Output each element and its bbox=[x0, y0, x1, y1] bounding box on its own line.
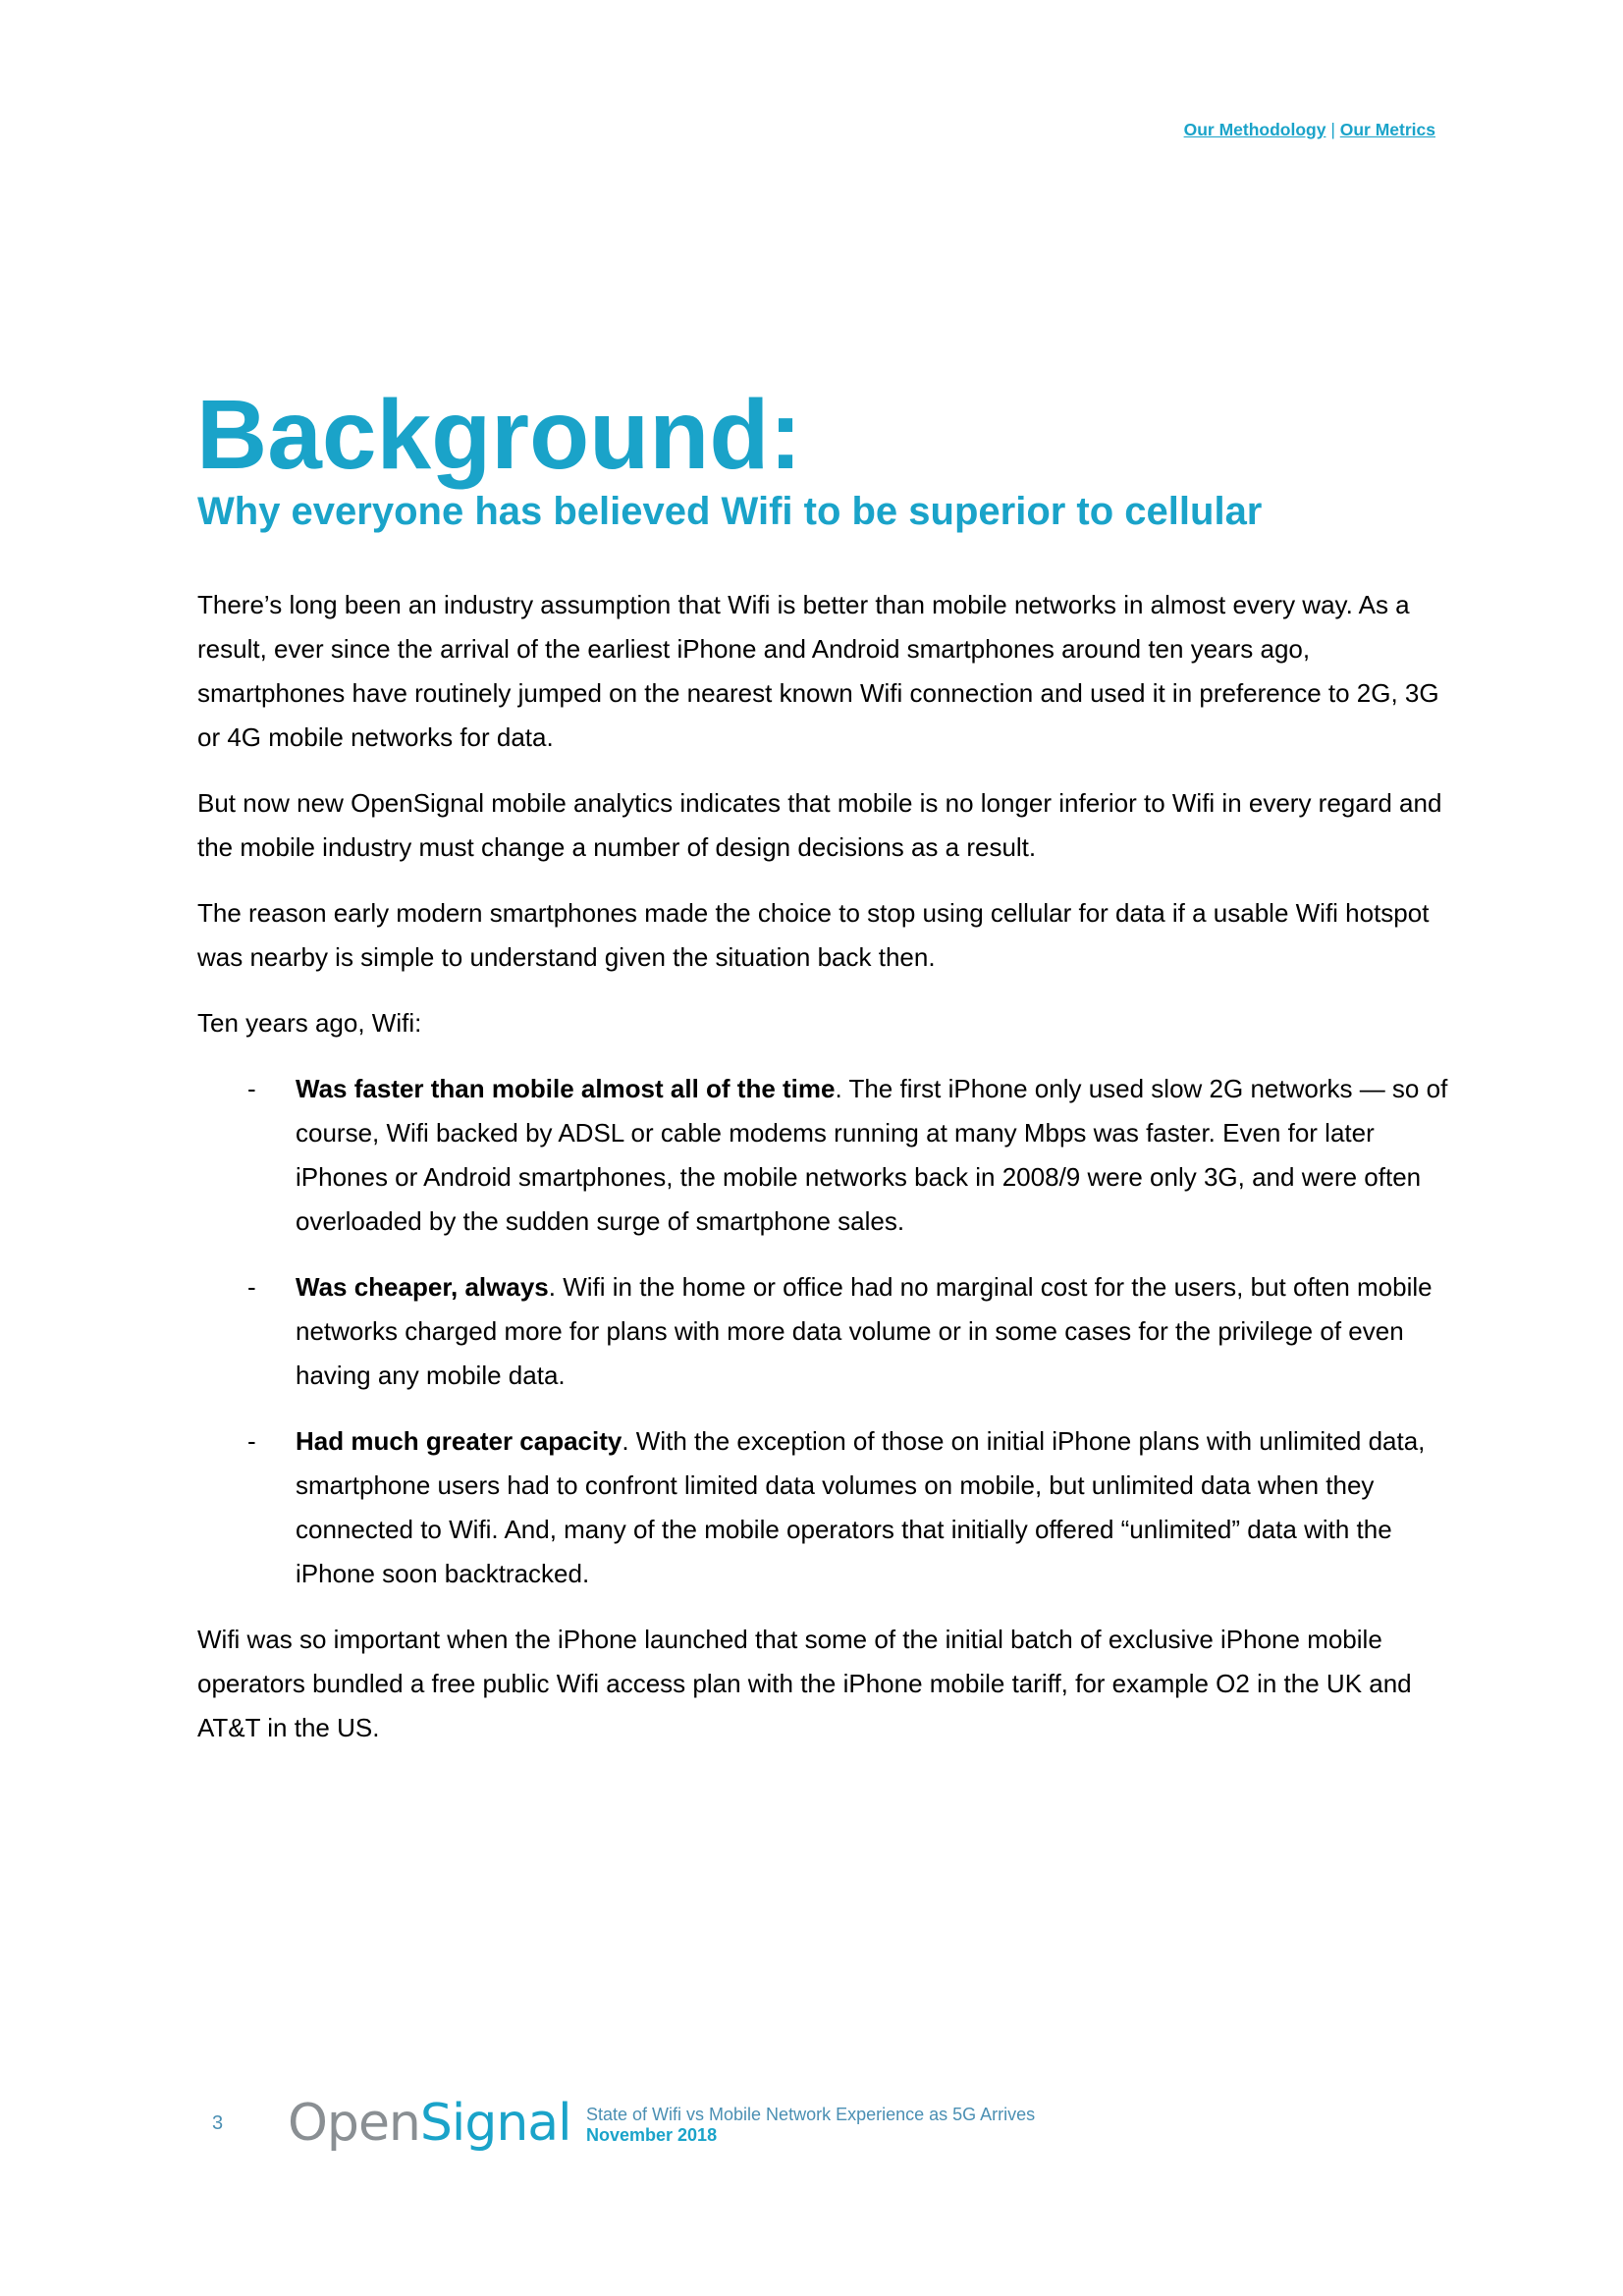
logo-open: Open bbox=[288, 2094, 420, 2153]
bullet-heading: Was faster than mobile almost all of the time bbox=[296, 1074, 836, 1103]
paragraph-intro: There’s long been an industry assumption that Wifi is better than mobile networks in almost every way. As a result, ever since the arrival of the earliest iPhone and Android smartphones around ten years ago, smartphones have routinely jumped on the nearest known Wifi connection and used it in preference to 2G, 3G or 4G mobile networks for data. bbox=[197, 590, 1439, 752]
metrics-link[interactable]: Our Metrics bbox=[1339, 120, 1435, 139]
body-content bbox=[197, 583, 1449, 1772]
page-title: Background: bbox=[196, 380, 802, 490]
paragraph-ten-years-ago: Ten years ago, Wifi: bbox=[197, 1008, 422, 1038]
methodology-link[interactable]: Our Methodology bbox=[1183, 120, 1326, 139]
wifi-advantages-list bbox=[197, 1067, 1449, 1596]
bullet-heading: Had much greater capacity bbox=[296, 1426, 622, 1456]
bullet-text: . With the exception of those on initial iPhone plans with unlimited data, smartphone users had to confront limited data volumes on mobile, but unlimited data when they connected to Wifi. And, many of the mobile operators that initially offered “unlimited” data with the iPhone soon backtracked. bbox=[296, 1426, 1426, 1588]
page-subtitle: Why everyone has believed Wifi to be superior to cellular bbox=[197, 490, 1263, 533]
list-item bbox=[197, 1419, 1449, 1596]
bullet-dash: - bbox=[247, 1074, 256, 1103]
report-title: State of Wifi vs Mobile Network Experience as 5G Arrives bbox=[586, 2105, 1036, 2124]
bullet-text: . The first iPhone only used slow 2G networks — so of course, Wifi backed by ADSL or cable modems running at many Mbps was faster. Even for later iPhones or Android smartphones, the mobile networks back in 2008/9 were only 3G, and were often overloaded by the sudden surge of smartphone sales. bbox=[296, 1074, 1448, 1236]
bullet-dash: - bbox=[247, 1426, 256, 1456]
bullet-dash: - bbox=[247, 1272, 256, 1302]
footer-report-info bbox=[586, 2105, 1035, 2146]
paragraph-reason: The reason early modern smartphones made the choice to stop using cellular for data if a usable Wifi hotspot was nearby is simple to understand given the situation back then. bbox=[197, 898, 1430, 972]
paragraph-closing: Wifi was so important when the iPhone launched that some of the initial batch of exclusive iPhone mobile operators bundled a free public Wifi access plan with the iPhone mobile tariff, for example O2 in the UK and AT&T in the US. bbox=[197, 1625, 1412, 1742]
list-item bbox=[197, 1265, 1449, 1398]
page-number: 3 bbox=[212, 2112, 224, 2134]
opensignal-logo bbox=[288, 2091, 571, 2156]
header-separator: | bbox=[1330, 120, 1335, 139]
header-links bbox=[1184, 120, 1435, 140]
bullet-text: . Wifi in the home or office had no marginal cost for the users, but often mobile networks charged more for plans with more data volume or in some cases for the privilege of even having any mobile data. bbox=[296, 1272, 1433, 1390]
paragraph-analytics: But now new OpenSignal mobile analytics indicates that mobile is no longer inferior to Wifi in every regard and the mobile industry must change a number of design decisions as a result. bbox=[197, 788, 1442, 862]
logo-signal: Signal bbox=[419, 2094, 571, 2153]
page-footer bbox=[0, 2091, 1623, 2169]
list-item bbox=[197, 1067, 1449, 1244]
bullet-heading: Was cheaper, always bbox=[296, 1272, 549, 1302]
report-date: November 2018 bbox=[586, 2125, 718, 2145]
